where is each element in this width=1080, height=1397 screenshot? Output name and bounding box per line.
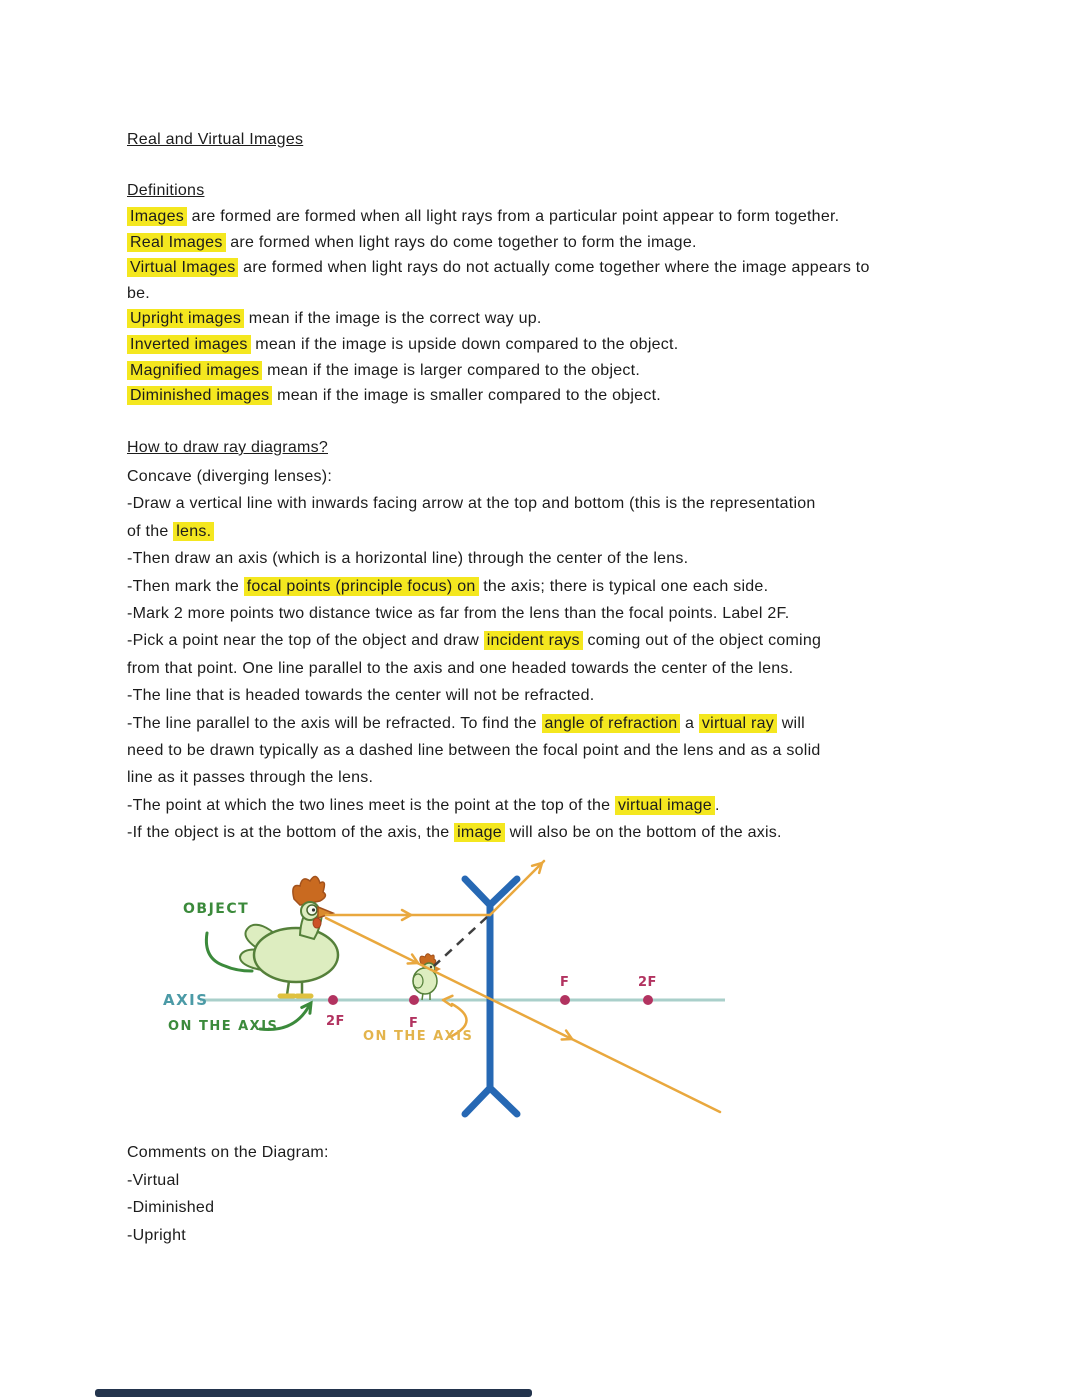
object-label: OBJECT xyxy=(183,901,250,917)
text-line: -The point at which the two lines meet is the point at the top of the virtual image . xyxy=(127,796,720,814)
focal-point-dot-right-2f xyxy=(643,995,653,1005)
highlighted-text: virtual image xyxy=(615,796,715,815)
text-line: Concave (diverging lenses): xyxy=(127,468,333,485)
central-ray xyxy=(326,918,720,1112)
highlighted-text: Real Images xyxy=(127,233,226,252)
text-line: line as it passes through the lens. xyxy=(127,769,374,787)
object-rooster xyxy=(240,876,338,996)
highlighted-text: image xyxy=(454,823,505,842)
lens-bottom-arrow xyxy=(465,1088,517,1114)
on-the-axis-label-image: ON THE AXIS xyxy=(363,1029,474,1044)
lens-top-arrow xyxy=(465,879,517,905)
text-line: Diminished images mean if the image is smaller compared to the object. xyxy=(127,383,870,409)
page-title: Real and Virtual Images xyxy=(127,131,304,148)
definitions-heading: Definitions xyxy=(127,182,205,199)
text-line: -Then mark the focal points (principle focus) on the axis; there is typical one each side. xyxy=(127,577,769,595)
text-line: Images are formed are formed when all light rays from a particular point appear to form together. xyxy=(127,204,870,230)
text-line: Virtual Images are formed when light rays do not actually come together where the image appears to xyxy=(127,255,870,281)
text-line: -If the object is at the bottom of the axis, the image will also be on the bottom of the axis. xyxy=(127,824,782,842)
bottom-edge-bar xyxy=(95,1389,532,1397)
text-line: -Pick a point near the top of the object and draw incident rays coming out of the object coming xyxy=(127,632,822,650)
highlighted-text: focal points (principle focus) on xyxy=(244,577,479,596)
focal-label-left-2f: 2F xyxy=(326,1014,345,1029)
highlighted-text: virtual ray xyxy=(699,714,777,733)
text-line: -Virtual xyxy=(127,1171,180,1189)
focal-label-right-f: F xyxy=(560,975,570,990)
highlighted-text: Upright images xyxy=(127,309,244,328)
text-line: Upright images mean if the image is the correct way up. xyxy=(127,306,870,332)
text-line: -Diminished xyxy=(127,1199,215,1216)
focal-label-right-2f: 2F xyxy=(638,975,657,990)
focal-point-dot-right-f xyxy=(560,995,570,1005)
highlighted-text: Images xyxy=(127,207,187,226)
text-line: -Then draw an axis (which is a horizontal line) through the center of the lens. xyxy=(127,550,689,568)
virtual-ray-dashed xyxy=(434,917,487,966)
text-line: from that point. One line parallel to the axis and one headed towards the center of the lens. xyxy=(127,659,794,677)
highlighted-text: incident rays xyxy=(484,631,583,650)
definitions-paragraph xyxy=(127,204,870,409)
text-line: need to be drawn typically as a dashed line between the focal point and the lens and as a solid xyxy=(127,742,821,760)
highlighted-text: Diminished images xyxy=(127,386,272,405)
highlighted-text: angle of refraction xyxy=(542,714,681,733)
text-line: be. xyxy=(127,284,150,302)
text-line: Comments on the Diagram: xyxy=(127,1144,329,1161)
axis-label: AXIS xyxy=(163,991,209,1009)
howto-heading: How to draw ray diagrams? xyxy=(127,439,328,456)
highlighted-text: lens. xyxy=(173,522,214,541)
highlighted-text: Inverted images xyxy=(127,335,251,354)
text-line: of the lens. xyxy=(127,518,821,545)
text-line: -Draw a vertical line with inwards facing arrow at the top and bottom (this is the representation xyxy=(127,495,816,513)
rooster-comb xyxy=(293,876,326,905)
text-line: -Upright xyxy=(127,1226,186,1244)
text-line: -The line parallel to the axis will be refracted. To find the angle of refraction a virtual ray will xyxy=(127,714,805,732)
rooster-beak xyxy=(318,907,333,918)
ray-diagram xyxy=(130,853,750,1143)
text-line: Real Images are formed when light rays do come together to form the image. xyxy=(127,230,870,256)
comments-paragraph xyxy=(127,1139,329,1249)
text-line: Inverted images mean if the image is upside down compared to the object. xyxy=(127,332,870,358)
text-line: -Mark 2 more points two distance twice as far from the lens than the focal points. Label 2F. xyxy=(127,605,790,623)
highlighted-text: Virtual Images xyxy=(127,258,238,277)
on-the-axis-label-object: ON THE AXIS xyxy=(168,1019,279,1034)
howto-paragraph xyxy=(127,463,821,847)
focal-label-left-f: F xyxy=(409,1016,419,1031)
focal-point-dot-left-f xyxy=(409,995,419,1005)
refracted-ray xyxy=(490,861,544,915)
focal-point-dot-left-2f xyxy=(328,995,338,1005)
text-line: -The line that is headed towards the center will not be refracted. xyxy=(127,687,595,705)
highlighted-text: Magnified images xyxy=(127,361,262,380)
text-line: Magnified images mean if the image is larger compared to the object. xyxy=(127,358,870,384)
